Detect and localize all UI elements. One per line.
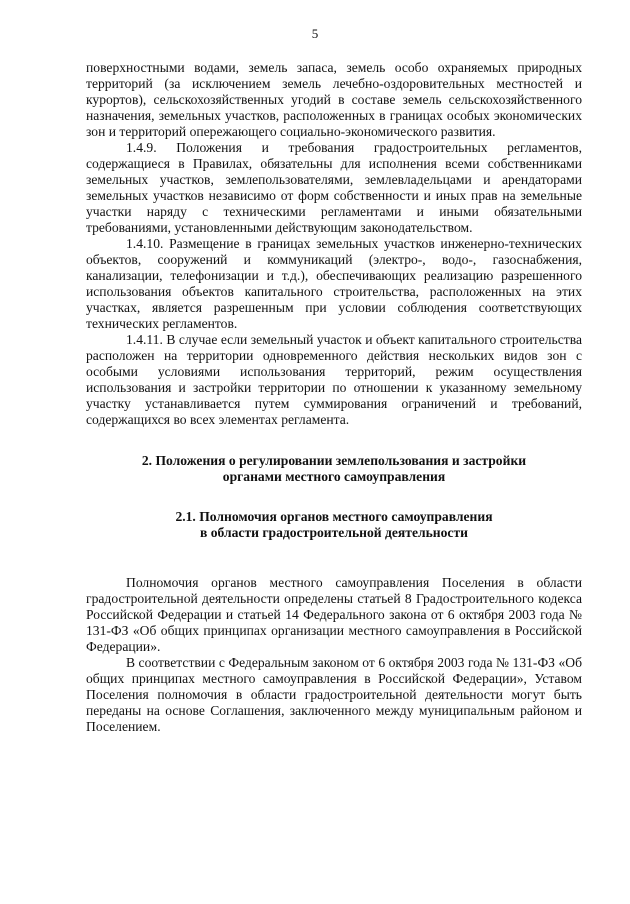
section-heading [86, 453, 582, 485]
spacer [86, 485, 582, 509]
section-heading-line-2: органами местного самоуправления [222, 469, 446, 484]
section-heading-line-1: 2. Положения о регулировании землепользования и застройки [141, 453, 527, 468]
paragraph-1-4-9: 1.4.9. Положения и требования градостроительных регламентов, содержащиеся в Правилах, обязательны для исполнения всеми собственниками земельных участков, землепользователями, землевладельцами и арендаторами земельных участков независимо от форм собственности и иных прав на земельные участки наряду с техническими регламентами и иными обязательными требованиями, установленными действующим законодательством. [86, 140, 582, 235]
spacer [86, 541, 582, 575]
spacer [86, 428, 582, 453]
subsection-heading-line-2: в области градостроительной деятельности [200, 525, 468, 540]
page-number: 5 [311, 26, 319, 41]
paragraph-1-4-10: 1.4.10. Размещение в границах земельных участков инженерно-технических объектов, сооружений и коммуникаций (электро-, водо-, газоснабжения, канализации, телефонизации и т.д.), обеспечивающих реализацию разрешенного использования объектов капитального строительства, расположенных на этих участках, является разрешенным при условии соблюдения соответствующих технических регламентов. [86, 236, 582, 331]
paragraph-agreement: В соответствии с Федеральным законом от 6 октября 2003 года № 131-ФЗ «Об общих принципах местного самоуправления в Российской Федерации», Уставом Поселения полномочия в области градостроительной деятельности могут быть переданы на основе Соглашения, заключенного между муниципальным районом и Поселением. [86, 655, 582, 734]
paragraph-continued: поверхностными водами, земель запаса, земель особо охраняемых природных территорий (за исключением земель лечебно-оздоровительных местностей и курортов), сельскохозяйственных угодий в составе земель сельскохозяйственного назначения, земельных участков, расположенных в границах особых экономических зон и территорий опережающего социально-экономического развития. [86, 60, 582, 139]
paragraph-1-4-11: 1.4.11. В случае если земельный участок и объект капитального строительства расположен на территории одновременного действия нескольких видов зон с особыми условиями использования территорий, режим осуществления использования и застройки территории по отношении к указанному земельному участку устанавливается путем суммирования ограничений и требований, содержащихся во всех элементах регламента. [86, 332, 582, 427]
subsection-heading [86, 509, 582, 541]
document-body [86, 60, 582, 735]
paragraph-powers: Полномочия органов местного самоуправления Поселения в области градостроительной деятельности определены статьей 8 Градостроительного кодекса Российской Федерации и статьей 14 Федерального закона от 6 октября 2003 года № 131-ФЗ «Об общих принципах организации местного самоуправления в Российской Федерации». [86, 575, 582, 654]
subsection-heading-line-1: 2.1. Полномочия органов местного самоуправления [175, 509, 493, 524]
